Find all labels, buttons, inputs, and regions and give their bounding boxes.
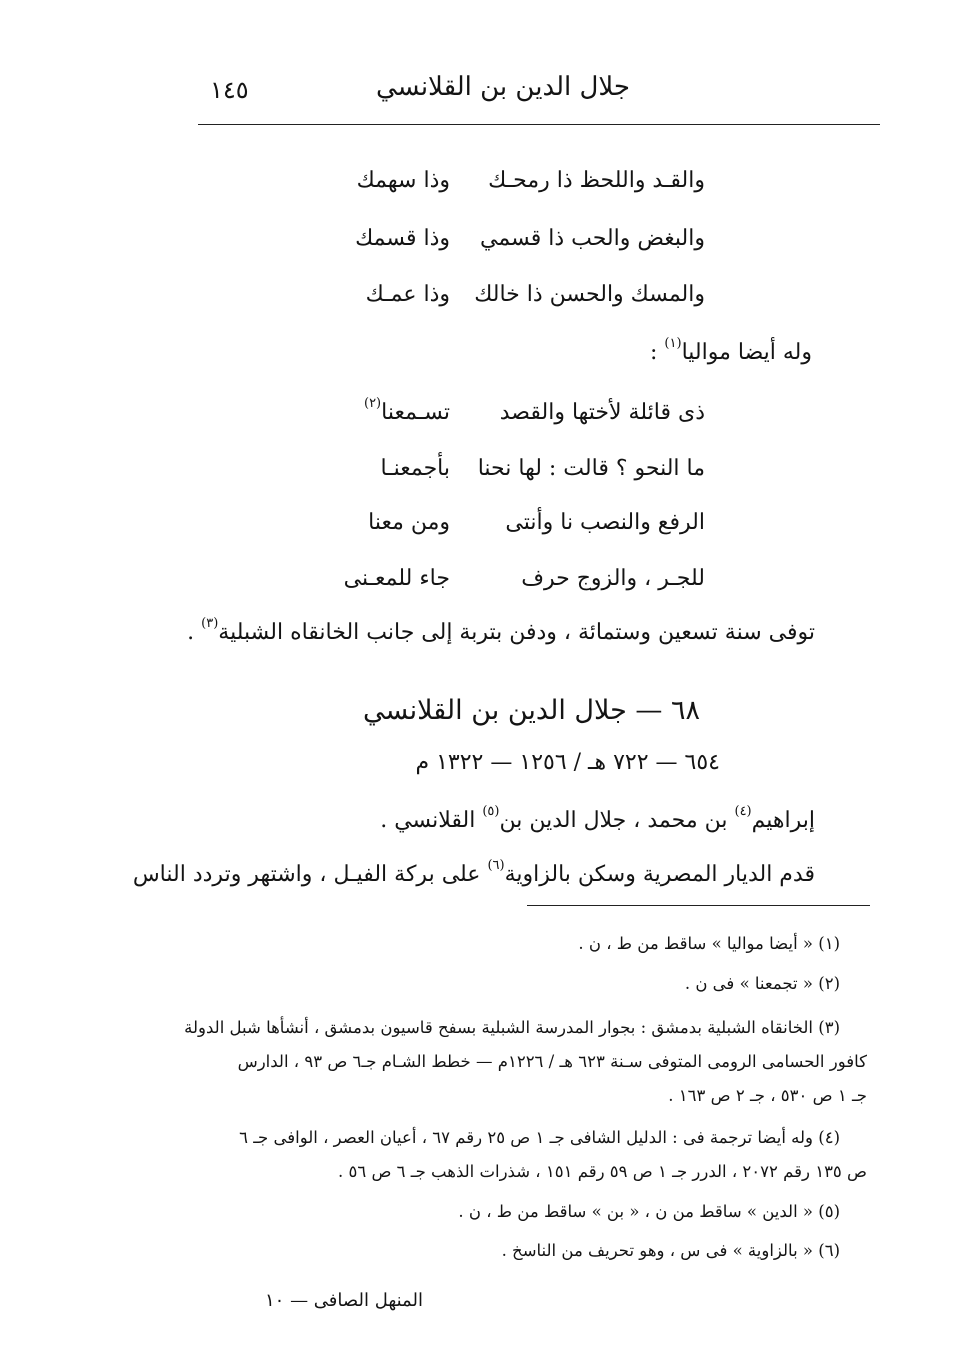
entry-body-a: قدم الديار المصرية وسكن بالزاوية [504, 862, 815, 887]
verse-7-hemistich-2: جاء للمعـنى [343, 566, 450, 591]
entry-body-b: على بركة الفيـل ، واشتهر وتردد الناس [132, 862, 488, 887]
footnote-2-text: « تجمعنا » فى ن . [684, 974, 813, 993]
verse-4-text: تسـمعنا [381, 400, 450, 425]
verse-5-hemistich-1: ما النحو ؟ قالت : لها نحنا [477, 456, 705, 481]
footnote-4-number: (٤) [818, 1128, 840, 1147]
footnote-ref-5[interactable]: (٥) [482, 804, 500, 819]
verse-2-hemistich-1: والبغض والحب ذا قسمي [480, 226, 705, 251]
verse-4-hemistich-2 [363, 396, 450, 425]
death-text: توفى سنة تسعين وستمائة ، ودفن بتربة إلى جانب الخانقاه الشبلية [218, 620, 815, 645]
footnote-3 [184, 1010, 840, 1046]
footnote-ref-1[interactable]: (١) [664, 336, 682, 351]
footnote-5 [458, 1194, 840, 1230]
intro-colon: : [650, 340, 665, 365]
page-number: ١٤٥ [210, 76, 249, 104]
mawaliya-intro [650, 336, 812, 365]
footnote-3-number: (٣) [818, 1018, 840, 1037]
header-rule [198, 124, 880, 125]
verse-7-hemistich-1: للجـر ، والزوج حرف [521, 566, 705, 591]
verse-6-hemistich-1: الرفع والنصب نا وأنتى [505, 510, 705, 535]
footnote-6 [502, 1233, 840, 1269]
verse-4-hemistich-1: ذى قائلة لأختها والقصد [499, 400, 705, 425]
footnote-rule [527, 905, 870, 906]
footnote-3-line-1: الخانقاه الشبلية بدمشق : بجوار المدرسة الشبلية بسفح قاسيون بدمشق ، أنشأها شبل الدولة [184, 1018, 813, 1037]
intro-text: وله أيضا مواليا [681, 340, 812, 365]
footnote-2 [685, 966, 840, 1002]
footnote-4-line-1: وله أيضا ترجمة فى : الدليل الشافى جـ ١ ص ٢٥ رقم ٦٧ ، أعيان العصر ، الوافى جـ ٦ [239, 1128, 813, 1147]
death-note [187, 616, 815, 645]
verse-3-hemistich-1: والمسك والحسن ذا خالك [474, 282, 705, 307]
footnote-3-line-3: جـ ١ ص ٥٣٠ ، جـ ٢ ص ١٦٣ . [668, 1086, 867, 1105]
footnote-3-line-2: كافور الحسامى الرومى المتوفى سـنة ٦٢٣ هـ / ١٢٢٦م — خطط الشـام جـ٦ ص ٩٣ ، الدارس [237, 1052, 867, 1071]
entry-body-line [132, 858, 815, 887]
verse-3-hemistich-2: وذا عمـك [365, 282, 450, 307]
footnote-ref-6[interactable]: (٦) [487, 858, 505, 873]
entry-name-a: إبراهيم [751, 808, 815, 833]
entry-name-line [380, 804, 815, 833]
footnote-1-number: (١) [818, 934, 840, 953]
entry-name-b: بن محمد ، جلال الدين بن [499, 808, 735, 833]
entry-heading: ٦٨ — جلال الدين بن القلانسي [363, 695, 700, 726]
running-head-title: جلال الدين بن القلانسي [375, 72, 630, 102]
footnote-6-number: (٦) [818, 1241, 840, 1260]
footnote-6-text: « بالزاوية » فى س ، وهو تحريف من الناسخ . [501, 1241, 813, 1260]
footnote-1 [578, 926, 840, 962]
verse-5-hemistich-2: بأجمعنـا [380, 456, 450, 481]
verse-6-hemistich-2: ومن معنا [368, 510, 450, 535]
footnote-4 [239, 1120, 840, 1156]
footnote-5-text: « الدين » ساقط من ن ، « بن » ساقط من ط ، ن . [458, 1202, 813, 1221]
footnote-2-number: (٢) [818, 974, 840, 993]
verse-1-hemistich-1: والقـد واللحظ ذا رمحـك [488, 168, 705, 193]
footnote-ref-2[interactable]: (٢) [363, 396, 382, 411]
entry-name-c: القلانسي . [380, 808, 483, 833]
footnote-4-line-2: ص ١٣٥ رقم ٢٠٧٢ ، الدرر جـ ١ ص ٥٩ رقم ١٥١ ، شذرات الذهب جـ ٦ ص ٥٦ . [337, 1162, 867, 1181]
footnote-ref-4[interactable]: (٤) [734, 804, 752, 819]
signature-line: المنهل الصافى — ١٠ [265, 1290, 423, 1311]
footnote-ref-3[interactable]: (٣) [201, 616, 219, 631]
verse-1-hemistich-2: وذا سهمك [356, 168, 450, 193]
footnote-5-number: (٥) [818, 1202, 840, 1221]
death-end: . [187, 620, 202, 645]
entry-dates: ٦٥٤ — ٧٢٢ هـ / ١٢٥٦ — ١٣٢٢ م [415, 750, 720, 775]
footnote-1-text: « أيضا مواليا » ساقط من ط ، ن . [578, 934, 813, 953]
verse-2-hemistich-2: وذا قسمك [355, 226, 450, 251]
